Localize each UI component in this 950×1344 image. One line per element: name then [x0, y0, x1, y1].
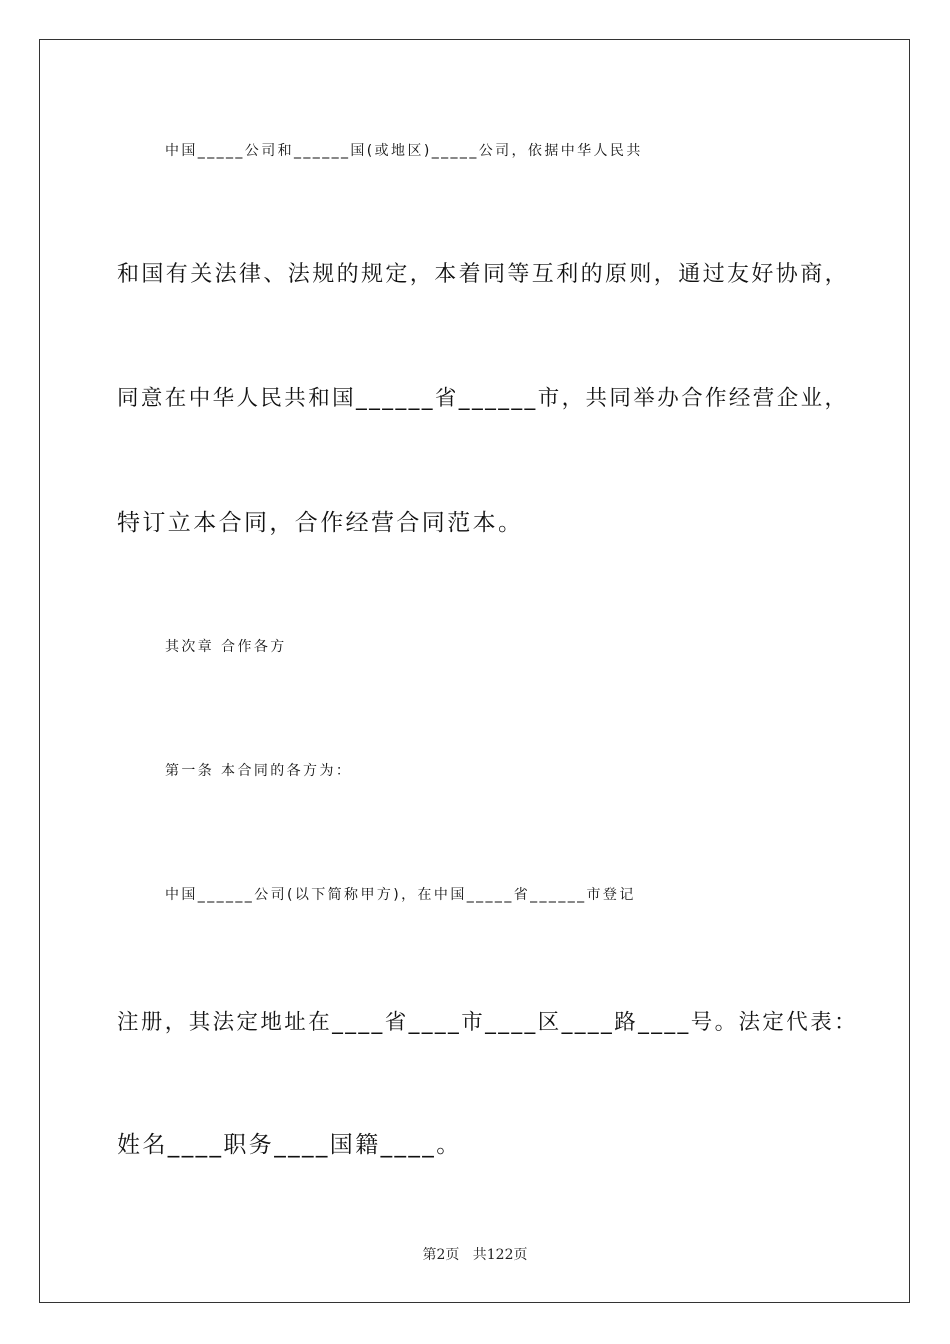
paragraph-line-4: 特订立本合同，合作经营合同范本。 [117, 510, 524, 536]
page-total: 共122页 [472, 1247, 528, 1263]
paragraph-line-3: 同意在中华人民共和国______省______市，共同举办合作经营企业， [117, 386, 849, 411]
page-frame [39, 39, 910, 1303]
paragraph-line-8: 注册，其法定地址在____省____市____区____路____号。法定代表： [117, 1010, 859, 1035]
paragraph-line-2: 和国有关法律、法规的规定，本着同等互利的原则，通过友好协商， [117, 262, 850, 287]
chapter-heading: 其次章 合作各方 [165, 639, 287, 655]
paragraph-line-1: 中国_____公司和______国(或地区)_____公司，依据中华人民共 [165, 143, 643, 159]
paragraph-line-9: 姓名____职务____国籍____。 [117, 1132, 462, 1158]
paragraph-line-7: 中国______公司(以下简称甲方)，在中国_____省______市登记 [165, 887, 636, 903]
article-heading: 第一条 本合同的各方为： [165, 763, 353, 779]
page-number: 第2页 [422, 1247, 460, 1263]
page-footer [0, 1246, 950, 1264]
